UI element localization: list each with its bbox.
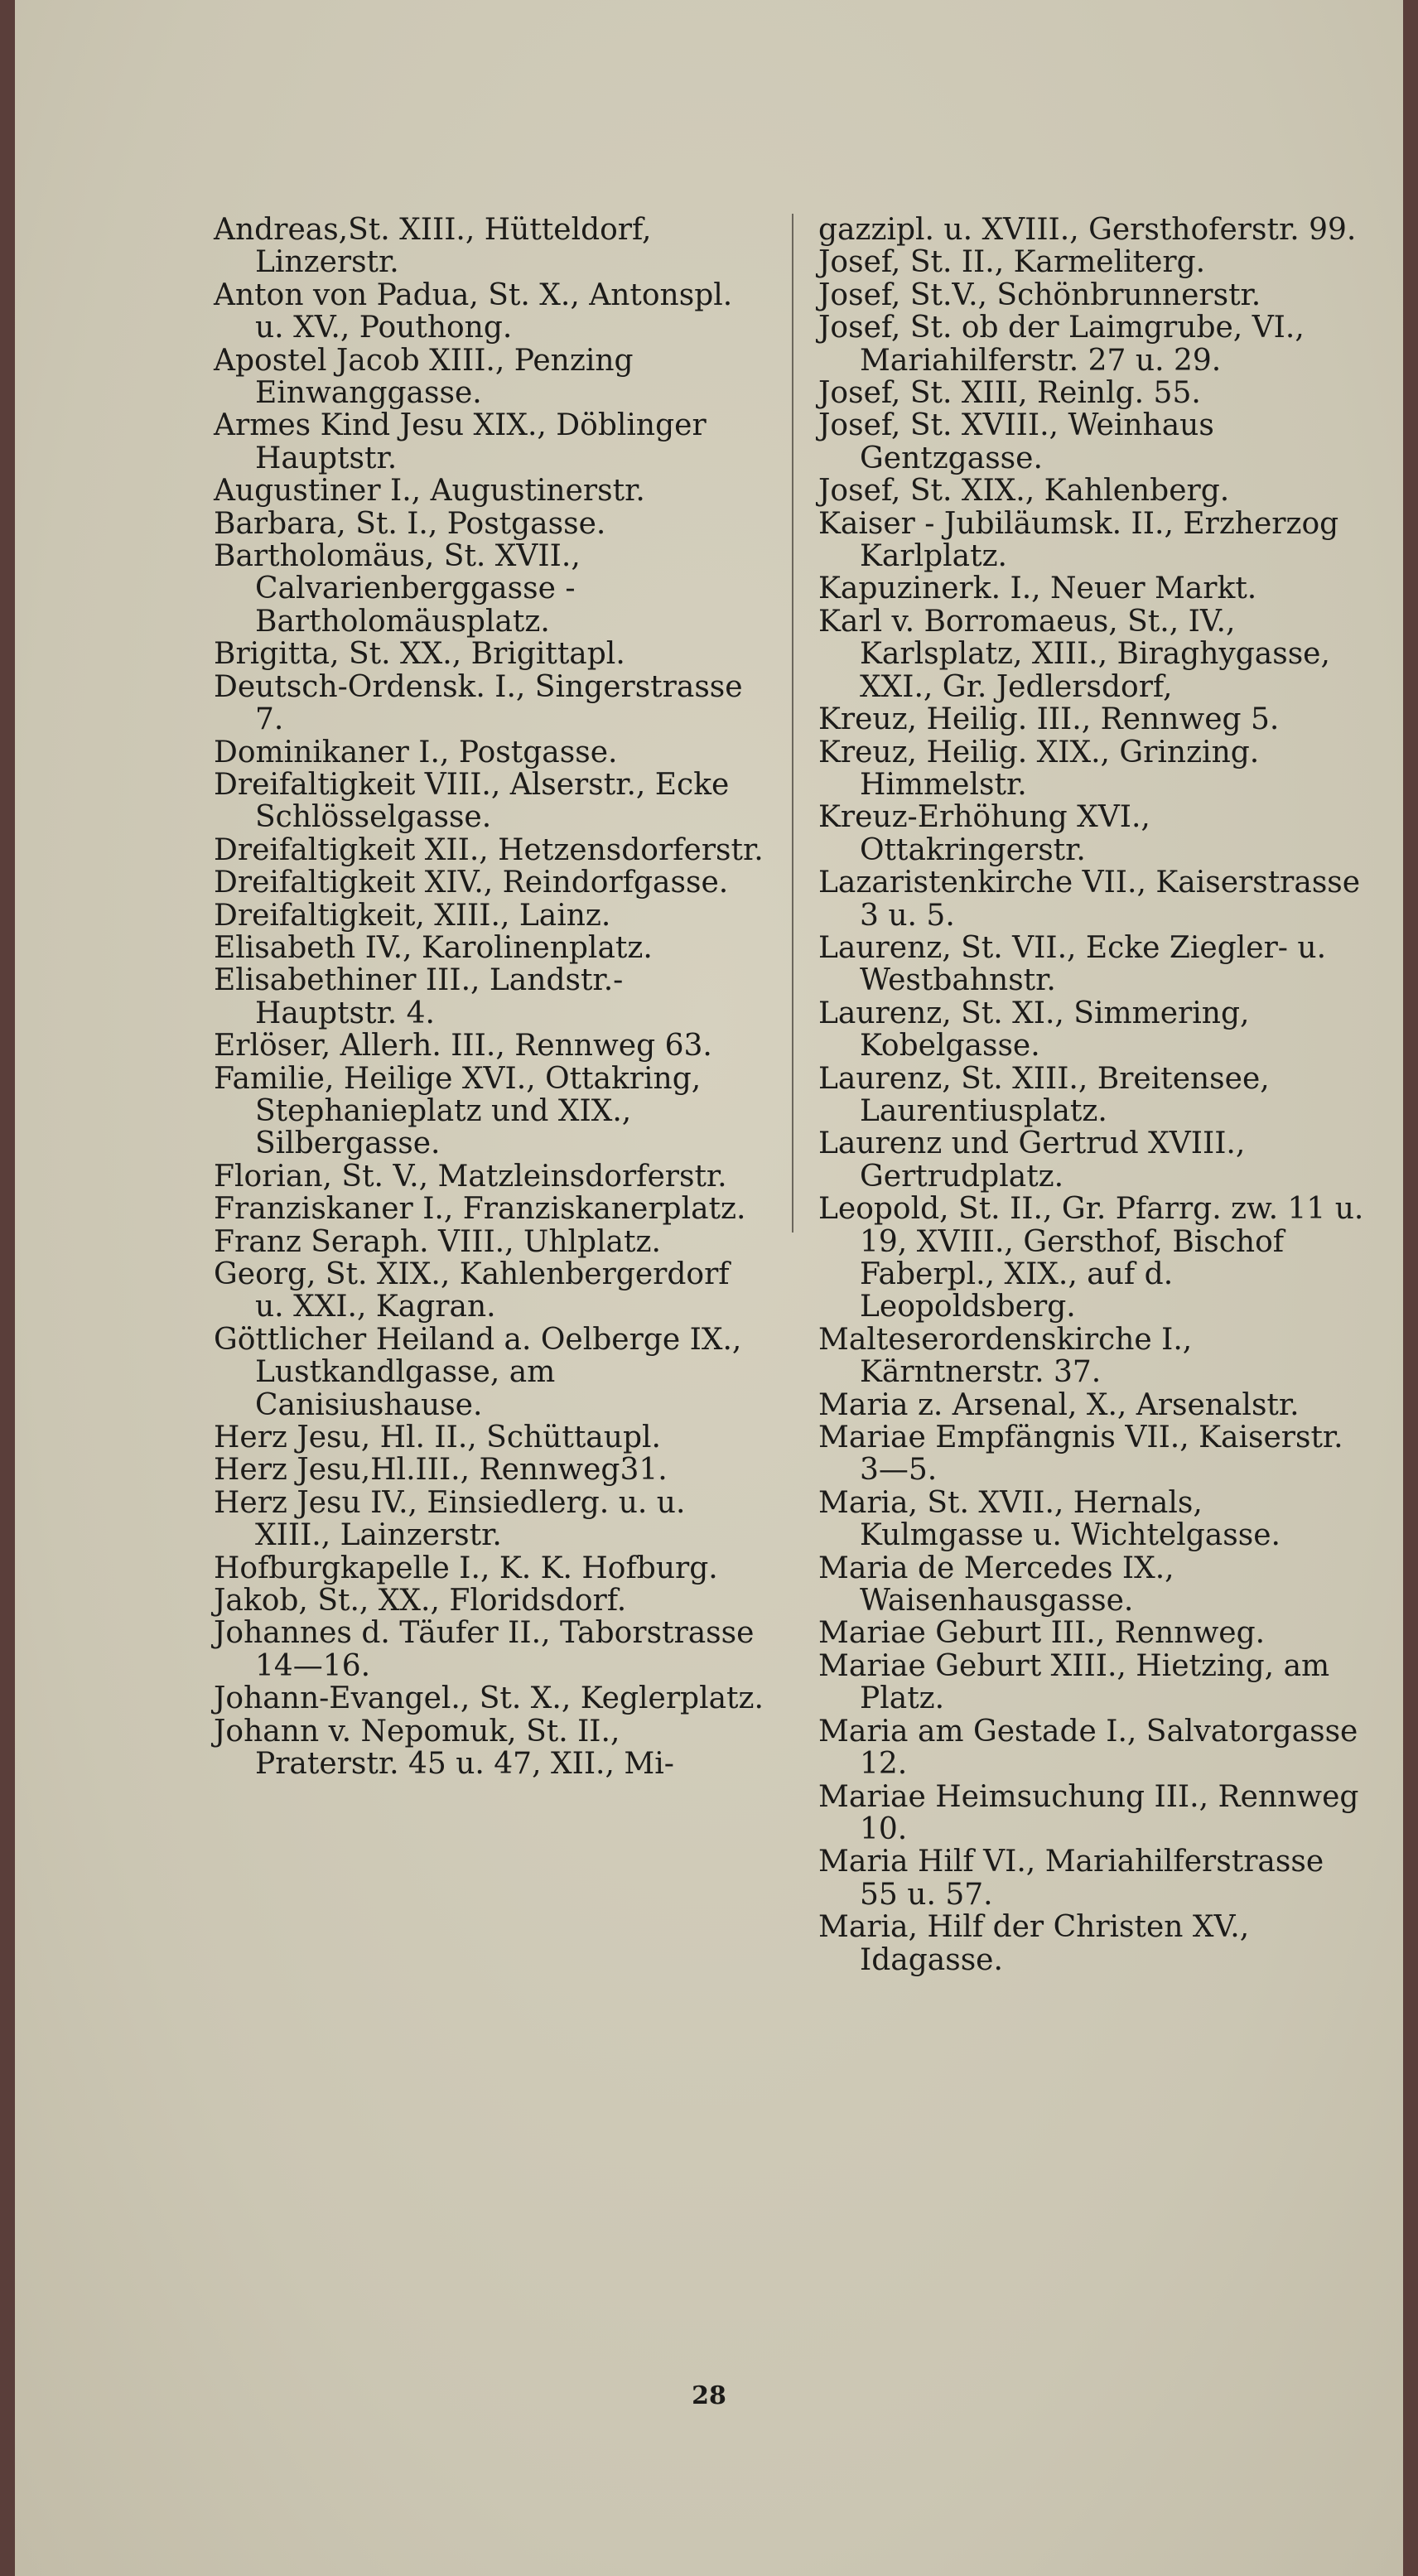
church-entry: Georg, St. XIX., Kahlenbergerdorf u. XXI., Kagran. — [214, 1257, 730, 1324]
church-entry: Göttlicher Heiland a. Oelberge IX., Lustkandlgasse, am Canisiushause. — [214, 1322, 742, 1422]
church-entry: Johann-Evangel., St. X., Keglerplatz. — [214, 1681, 764, 1716]
church-entry: Mariae Geburt XIII., Hietzing, am Platz. — [818, 1648, 1330, 1716]
church-entry: Herz Jesu, Hl. II., Schüttaupl. — [214, 1421, 661, 1455]
church-entry: Josef, St. XIX., Kahlenberg. — [818, 474, 1230, 509]
church-entry: Malteserordenskirche I., Kärntnerstr. 37. — [818, 1322, 1193, 1390]
church-entry: Maria Hilf VI., Mariahilferstrasse 55 u. 57. — [818, 1845, 1324, 1912]
church-entry: Johann v. Nepomuk, St. II., Praterstr. 45 u. 47, XII., Mi- — [214, 1714, 674, 1782]
church-entry: Maria, St. XVII., Hernals, Kulmgasse u. Wichtelgasse. — [818, 1485, 1281, 1553]
church-entry: Brigitta, St. XX., Brigittapl. — [214, 637, 625, 672]
church-entry: Dominikaner I., Postgasse. — [214, 735, 618, 769]
church-entry: Maria, Hilf der Christen XV., Idagasse. — [818, 1910, 1250, 1977]
church-entry: Leopold, St. II., Gr. Pfarrg. zw. 11 u. 19, XVIII., Gersthof, Bischof Faberpl., XIX., auf d. Leopoldsberg. — [818, 1192, 1364, 1324]
church-entry: Armes Kind Jesu XIX., Döblinger Hauptstr. — [214, 408, 707, 475]
church-entry: Kreuz-Erhöhung XVI., Ottakringerstr. — [818, 800, 1150, 867]
church-entry: gazzipl. u. XVIII., Gersthoferstr. 99. — [818, 213, 1357, 247]
church-entry: Josef, St.V., Schönbrunnerstr. — [818, 277, 1261, 312]
church-entry: Anton von Padua, St. X., Antonspl. u. XV., Pouthong. — [214, 277, 733, 345]
church-entry: Kreuz, Heilig. III., Rennweg 5. — [818, 702, 1280, 737]
church-entry: Maria de Mercedes IX., Waisenhausgasse. — [818, 1551, 1174, 1618]
church-entry: Mariae Heimsuchung III., Rennweg 10. — [818, 1779, 1359, 1846]
right-column — [818, 214, 1369, 1976]
church-entry: Josef, St. XIII, Reinlg. 55. — [818, 376, 1201, 411]
church-entry: Laurenz, St. VII., Ecke Ziegler- u. Westbahnstr. — [818, 930, 1327, 998]
church-entry: Apostel Jacob XIII., Penzing Einwanggasse. — [214, 343, 634, 411]
church-entry: Elisabethiner III., Landstr.-Hauptstr. 4. — [214, 963, 624, 1030]
church-entry: Augustiner I., Augustinerstr. — [214, 474, 645, 509]
church-entry: Laurenz und Gertrud XVIII., Gertrudplatz. — [818, 1126, 1246, 1194]
church-entry: Florian, St. V., Matzleinsdorferstr. — [214, 1159, 727, 1194]
church-entry: Josef, St. XVIII., Weinhaus Gentzgasse. — [818, 408, 1214, 475]
church-entry: Bartholomäus, St. XVII., Calvarienberggasse - Bartholomäusplatz. — [214, 539, 581, 639]
church-entry: Laurenz, St. XIII., Breitensee, Laurentiusplatz. — [818, 1061, 1270, 1128]
church-entry: Josef, St. II., Karmeliterg. — [818, 245, 1206, 280]
church-entry: Maria z. Arsenal, X., Arsenalstr. — [818, 1387, 1300, 1422]
church-entry: Erlöser, Allerh. III., Rennweg 63. — [214, 1029, 712, 1064]
church-entry: Josef, St. ob der Laimgrube, VI., Mariahilferstr. 27 u. 29. — [818, 311, 1305, 378]
church-entry: Andreas,St. XIII., Hütteldorf, Linzerstr. — [214, 213, 652, 280]
church-entry: Deutsch-Ordensk. I., Singerstrasse 7. — [214, 669, 743, 737]
church-entry: Lazaristenkirche VII., Kaiserstrasse 3 u. 5. — [818, 866, 1361, 933]
church-entry: Dreifaltigkeit, XIII., Lainz. — [214, 898, 611, 933]
church-entry: Familie, Heilige XVI., Ottakring, Stephanieplatz und XIX., Silbergasse. — [214, 1061, 702, 1161]
church-entry: Elisabeth IV., Karolinenplatz. — [214, 930, 653, 965]
church-entry: Karl v. Borromaeus, St., IV., Karlsplatz, XIII., Biraghygasse, XXI., Gr. Jedlersdorf, — [818, 604, 1330, 704]
column-divider — [792, 214, 793, 1233]
church-entry: Franz Seraph. VIII., Uhlplatz. — [214, 1224, 661, 1259]
book-page — [15, 0, 1403, 2576]
church-entry: Dreifaltigkeit XII., Hetzensdorferstr. — [214, 832, 764, 867]
church-entry: Dreifaltigkeit VIII., Alserstr., Ecke Schlösselgasse. — [214, 767, 730, 835]
church-entry: Mariae Empfängnis VII., Kaiserstr. 3—5. — [818, 1421, 1343, 1488]
church-entry: Herz Jesu IV., Einsiedlerg. u. u. XIII., Lainzerstr. — [214, 1485, 686, 1553]
church-entry: Laurenz, St. XI., Simmering, Kobelgasse. — [818, 996, 1250, 1064]
church-entry: Franziskaner I., Franziskanerplatz. — [214, 1192, 746, 1227]
church-entry: Jakob, St., XX., Floridsdorf. — [214, 1584, 627, 1618]
church-entry: Johannes d. Täufer II., Taborstrasse 14—16. — [214, 1616, 755, 1683]
church-entry: Kreuz, Heilig. XIX., Grinzing. Himmelstr. — [818, 735, 1260, 802]
church-entry: Maria am Gestade I., Salvatorgasse 12. — [818, 1714, 1358, 1782]
church-entry: Hofburgkapelle I., K. K. Hofburg. — [214, 1551, 718, 1585]
church-entry: Mariae Geburt III., Rennweg. — [818, 1616, 1266, 1651]
church-entry: Barbara, St. I., Postgasse. — [214, 506, 606, 541]
left-column — [214, 214, 764, 1781]
church-entry: Dreifaltigkeit XIV., Reindorfgasse. — [214, 866, 729, 900]
church-entry: Herz Jesu,Hl.III., Rennweg31. — [214, 1453, 668, 1488]
page-number: 28 — [692, 2381, 726, 2410]
church-entry: Kaiser - Jubiläumsk. II., Erzherzog Karlplatz. — [818, 506, 1339, 574]
church-entry: Kapuzinerk. I., Neuer Markt. — [818, 572, 1257, 606]
